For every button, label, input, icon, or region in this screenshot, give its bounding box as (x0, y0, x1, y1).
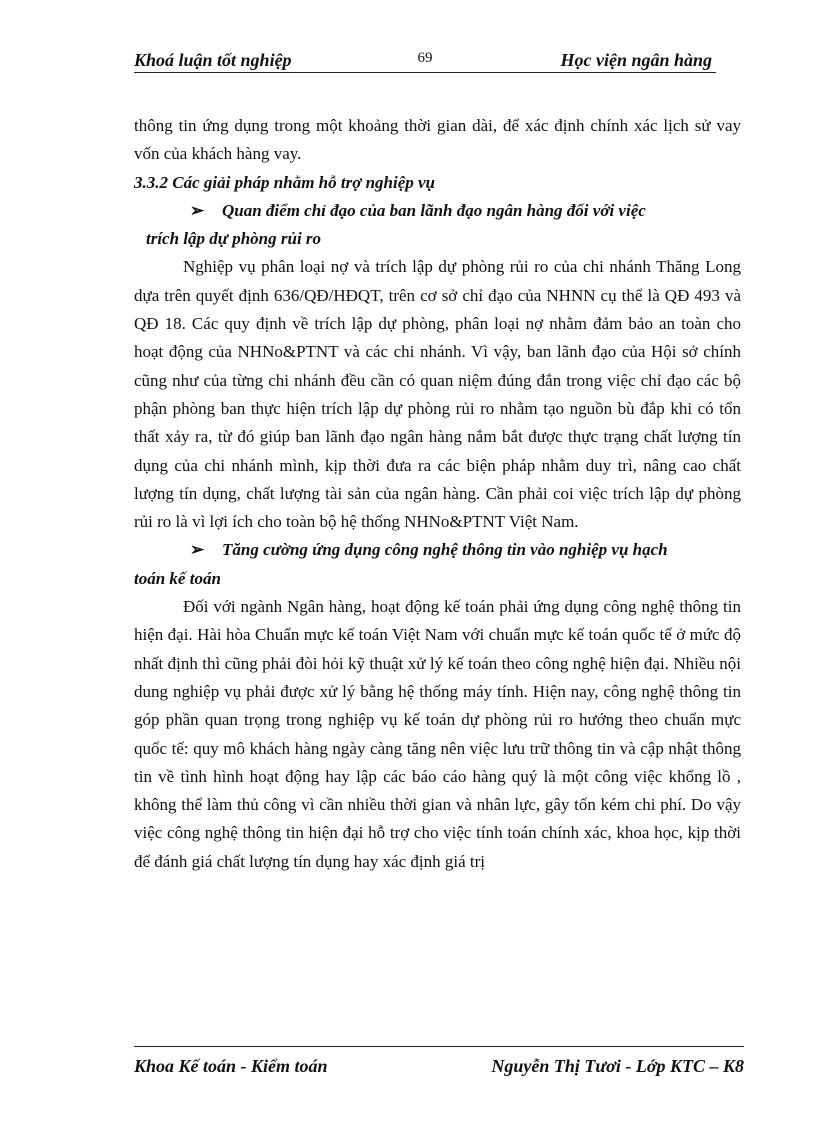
section-heading: 3.3.2 Các giải pháp nhằm hỗ trợ nghiệp vụ (134, 172, 436, 192)
footer-author: Nguyễn Thị Tươi - Lớp KTC – K8 (491, 1056, 744, 1076)
bullet-heading-2 (134, 536, 741, 593)
arrow-bullet-icon: ➢ (190, 200, 205, 220)
header-institution: Học viện ngân hàng (560, 50, 712, 70)
bullet-heading-2-line2: toán kế toán (134, 568, 221, 588)
page-header (134, 48, 716, 73)
bullet-heading-1 (134, 197, 741, 254)
page-number: 69 (417, 50, 433, 66)
intro-paragraph: thông tin ứng dụng trong một khoảng thời gian dài, để xác định chính xác lịch sử vay vốn của khách hàng vay. (134, 116, 741, 164)
bullet-heading-2-line1: Tăng cường ứng dụng công nghệ thông tin vào nghiệp vụ hạch (222, 540, 668, 560)
page-footer (134, 1046, 744, 1081)
paragraph-2: Đối với ngành Ngân hàng, hoạt động kế toán phải ứng dụng công nghệ thông tin hiện đại. Hài hòa Chuẩn mực kế toán Việt Nam với chuẩn mực kế toán quốc tế ở mức độ nhất định thì cũng phải đòi hỏi kỹ thuật xử lý kế toán theo công nghệ hiện đại. Nhiều nội dung nghiệp vụ phải được xử lý bằng hệ thống máy tính. Hiện nay, công nghệ thông tin góp phần quan trọng trong nghiệp vụ kế toán dự phòng rủi ro hướng theo chuẩn mực quốc tế: quy mô khách hàng ngày càng tăng nên việc lưu trữ thông tin và cập nhật thông tin về tình hình hoạt động hay lập các báo cáo hàng quý là một công việc khổng lồ , không thể làm thủ công vì cần nhiều thời gian và nhân lực, gây tốn kém chi phí. Do vậy việc công nghệ thông tin hiện đại hỗ trợ cho việc tính toán chính xác, khoa học, kịp thời để đánh giá chất lượng tín dụng hay xác định giá trị (134, 597, 741, 871)
bullet-heading-1-line2: trích lập dự phòng rủi ro (146, 229, 322, 249)
footer-faculty: Khoa Kế toán - Kiểm toán (134, 1056, 328, 1076)
arrow-bullet-icon: ➢ (190, 540, 205, 560)
bullet-heading-1-line1: Quan điểm chỉ đạo của ban lãnh đạo ngân hàng đối với việc (222, 200, 646, 220)
header-thesis-label: Khoá luận tốt nghiệp (134, 50, 292, 70)
paragraph-1: Nghiệp vụ phân loại nợ và trích lập dự phòng rủi ro của chi nhánh Thăng Long dựa trên quyết định 636/QĐ/HĐQT, trên cơ sở chỉ đạo của NHNN cụ thể là QĐ 493 và QĐ 18. Các quy định về trích lập dự phòng, phân loại nợ nhằm đảm bảo an toàn cho hoạt động của NHNo&PTNT và các chi nhánh. Vì vậy, ban lãnh đạo của Hội sở chính cũng như của từng chi nhánh đều cần có quan niệm đúng đắn trong việc chỉ đạo các bộ phận phòng ban thực hiện trích lập dự phòng rủi ro nhằm tạo nguồn bù đắp khi có tổn thất xảy ra, từ đó giúp ban lãnh đạo ngân hàng nắm bắt được thực trạng chất lượng tín dụng của chi nhánh mình, kịp thời đưa ra các biện pháp nhằm duy trì, nâng cao chất lượng tín dụng, chất lượng tài sản của ngân hàng. Cần phải coi việc trích lập dự phòng rủi ro là vì lợi ích cho toàn bộ hệ thống NHNo&PTNT Việt Nam. (134, 257, 741, 532)
page-body (134, 112, 741, 876)
